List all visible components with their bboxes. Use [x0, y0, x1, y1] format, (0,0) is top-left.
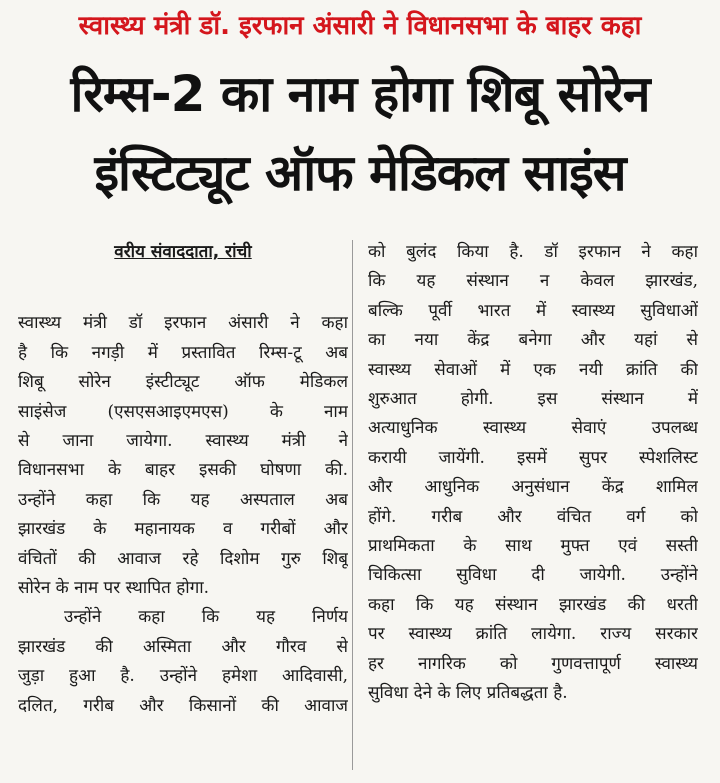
article-line: सुविधा देने के लिए प्रतिबद्धता है.: [368, 683, 568, 704]
article-line: हर नागरिक को गुणवत्तापूर्ण स्वास्थ्य: [368, 653, 698, 674]
kicker-headline: स्वास्थ्य मंत्री डॉ. इरफान अंसारी ने विधानसभा के बाहर कहा: [78, 11, 642, 41]
article-line: बल्कि पूर्वी भारत में स्वास्थ्य सुविधाओं: [368, 300, 698, 321]
article-line: सोरेन के नाम पर स्थापित होगा.: [18, 578, 210, 599]
article-line: स्वास्थ्य मंत्री डॉ इरफान अंसारी ने कहा: [18, 313, 348, 334]
article-line: साइंसेज (एसएसआइएमएस) के नाम: [18, 401, 348, 422]
article-line: कहा कि यह संस्थान झारखंड की धरती: [368, 594, 698, 615]
article-line: अत्याधुनिक स्वास्थ्य सेवाएं उपलब्ध: [368, 418, 698, 439]
article-column-right: [368, 238, 698, 778]
article-line: वंचितों की आवाज रहे दिशोम गुरु शिबू: [18, 548, 348, 569]
column-divider: [352, 240, 353, 770]
main-headline-line-1: रिम्स-2 का नाम होगा शिबू सोरेन: [70, 65, 650, 123]
article-column-left: [18, 238, 348, 778]
article-line: का नया केंद्र बनेगा और यहां से: [368, 330, 698, 351]
article-line: प्राथमिकता के साथ मुफ्त एवं सस्ती: [368, 536, 698, 557]
article-line: होंगे. गरीब और वंचित वर्ग को: [368, 506, 698, 527]
article-line: उन्होंने कहा कि यह अस्पताल अब: [18, 489, 348, 510]
main-headline-line-2: इंस्टिट्यूट ऑफ मेडिकल साइंस: [94, 144, 626, 202]
article-line: चिकित्सा सुविधा दी जायेगी. उन्होंने: [368, 565, 698, 586]
article-line: करायी जायेंगी. इसमें सुपर स्पेशलिस्ट: [368, 447, 698, 468]
article-line: और आधुनिक अनुसंधान केंद्र शामिल: [368, 477, 698, 498]
article-line: को बुलंद किया है. डॉ इरफान ने कहा: [368, 242, 698, 262]
article-line: स्वास्थ्य सेवाओं में एक नयी क्रांति की: [368, 359, 698, 380]
article-line: झारखंड के महानायक व गरीबों और: [18, 519, 348, 540]
article-line: दलित, गरीब और किसानों की आवाज: [18, 695, 348, 716]
article-line: कि यह संस्थान न केवल झारखंड,: [368, 271, 698, 292]
article-line: उन्होंने कहा कि यह निर्णय: [64, 607, 348, 628]
article-line: पर स्वास्थ्य क्रांति लायेगा. राज्य सरकार: [368, 624, 698, 645]
article-line: शिबू सोरेन इंस्टीट्यूट ऑफ मेडिकल: [18, 372, 348, 393]
byline: वरीय संवाददाता, रांची: [114, 242, 252, 262]
article-line: झारखंड की अस्मिता और गौरव से: [18, 636, 348, 657]
article-line: शुरुआत होगी. इस संस्थान में: [368, 389, 698, 410]
article-line: से जाना जायेगा. स्वास्थ्य मंत्री ने: [18, 431, 348, 452]
article-line: जुड़ा हुआ है. उन्होंने हमेशा आदिवासी,: [18, 666, 348, 687]
article-line: है कि नगड़ी में प्रस्तावित रिम्स-टू अब: [18, 342, 348, 363]
article-line: विधानसभा के बाहर इसकी घोषणा की.: [18, 460, 348, 481]
